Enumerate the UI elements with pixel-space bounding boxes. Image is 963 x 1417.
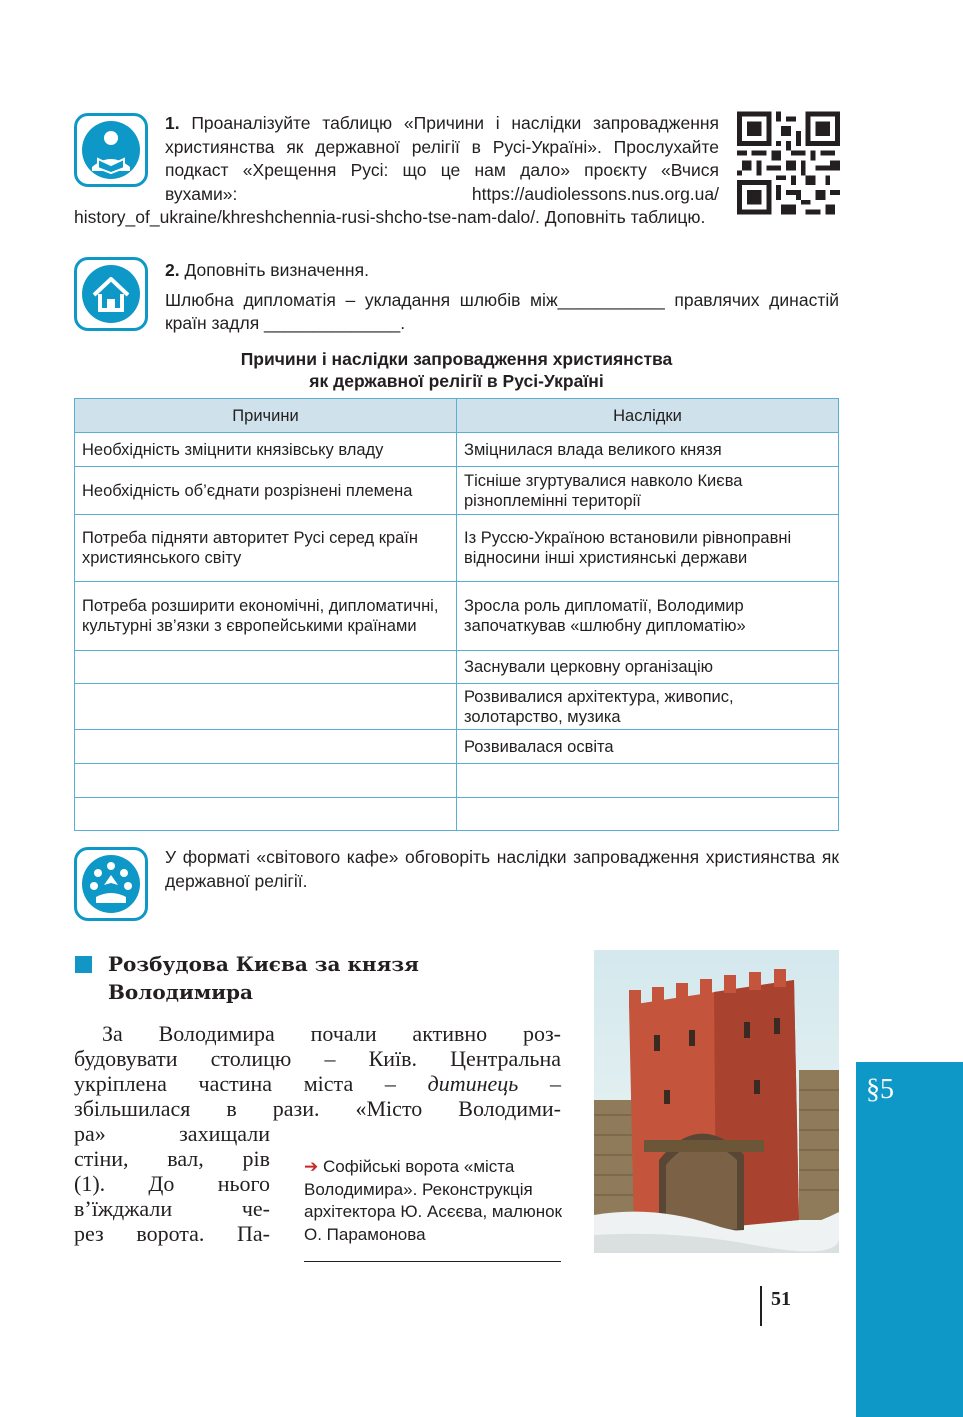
- paragraph-line: За Володимира почали активно роз-: [102, 1021, 561, 1046]
- paragraph-line: в’їжджали че-: [74, 1196, 270, 1221]
- table-cell: Зміцнилася влада великого князя: [457, 433, 839, 467]
- table-row: [75, 433, 839, 467]
- table-title: [74, 348, 839, 392]
- table-cell[interactable]: [457, 798, 839, 831]
- table-title-line-2: як державної релігії в Русі-Україні: [309, 371, 604, 391]
- table-cell: Тісніше згуртувалися навколо Києва різноплемінні території: [457, 467, 839, 515]
- sofia-gate-illustration: [594, 950, 839, 1253]
- section-marker: [75, 956, 92, 973]
- section-heading: Розбудова Києва за князя Володимира: [108, 952, 419, 1004]
- table-row: [75, 730, 839, 764]
- paragraph-line: (1). До нього: [74, 1171, 270, 1196]
- task-1-number: 1.: [165, 113, 180, 133]
- table-cell: Потреба підняти авторитет Русі серед країн християнського світу: [75, 515, 457, 582]
- paragraph-line-part: –: [518, 1071, 562, 1096]
- paragraph-line: ра» захищали: [74, 1121, 270, 1146]
- table-header-consequences: Наслідки: [457, 399, 839, 433]
- task-3-text: У форматі «світового кафе» обговоріть наслідки запровадження християнства як державної релігії.: [165, 847, 839, 891]
- table-cell[interactable]: [75, 651, 457, 684]
- table-cell: Потреба розширити економічні, дипломатичні, культурні зв’язки з європейськими країнами: [75, 582, 457, 651]
- table-cell: Зросла роль дипломатії, Володимир започаткував «шлюбну дипломатію»: [457, 582, 839, 651]
- table-row: [75, 515, 839, 582]
- table-title-line-1: Причини і наслідки запровадження християнства: [240, 349, 673, 369]
- table-row: [75, 582, 839, 651]
- homework-icon: [74, 257, 148, 331]
- table-cell[interactable]: [75, 684, 457, 730]
- section-paragraph-narrow: [74, 1121, 270, 1246]
- table-header-causes: Причини: [75, 399, 457, 433]
- paragraph-line: будовувати столицю – Київ. Центральна: [74, 1046, 561, 1071]
- qr-code[interactable]: [737, 110, 840, 216]
- task-2-definition: Шлюбна дипломатія – укладання шлюбів між___________ правлячих династій країн задля ______________.: [165, 289, 839, 333]
- section-paragraph: [74, 1021, 561, 1121]
- page-number-divider: [760, 1286, 762, 1326]
- table-row: [75, 764, 839, 798]
- table-cell[interactable]: [75, 730, 457, 764]
- table-cell: Необхідність об’єднати розрізнені племена: [75, 467, 457, 515]
- caption-divider: [304, 1261, 561, 1262]
- page-number: 51: [771, 1288, 791, 1310]
- task-2-title: Доповніть визначення.: [179, 260, 369, 280]
- image-caption: [304, 1156, 562, 1246]
- table-row: [75, 467, 839, 515]
- paragraph-line: збільшилася в рази. «Місто Володими-: [74, 1096, 561, 1121]
- caption-text: Софійські ворота «міста Володимира». Реконструкція архітектора Ю. Асєєва, малюнок О. Парамонова: [304, 1157, 562, 1244]
- table-row: [75, 798, 839, 831]
- causes-consequences-table: [74, 398, 839, 831]
- paragraph-line: рез ворота. Па-: [74, 1221, 270, 1246]
- paragraph-line-part: укріплена частина міста –: [74, 1071, 428, 1096]
- term-dytynets: дитинець: [427, 1071, 519, 1096]
- table-cell: Необхідність зміцнити князівську владу: [75, 433, 457, 467]
- table-cell: Із Руссю-Україною встановили рівноправні відносини інші християнські держави: [457, 515, 839, 582]
- table-cell[interactable]: [75, 764, 457, 798]
- task-1-body: Проаналізуйте таблицю «Причини і наслідки запровадження християнства як державної релігії в Русі-Україні». Прослухайте подкаст «Хрещення Русі: що це нам дало» проєкту «Вчися вухами»: https://audiolessons.nus.org.ua/ history_of_ukraine/khreshchennia-rusi-shcho-tse-nam-dalo/. Доповніть таблицю.: [74, 113, 719, 227]
- table-row: [75, 684, 839, 730]
- paragraph-line: [74, 1071, 561, 1096]
- group-work-icon: [74, 847, 148, 921]
- table-row: [75, 651, 839, 684]
- table-cell[interactable]: [75, 798, 457, 831]
- chapter-tab-label: §5: [866, 1074, 894, 1105]
- task-1-text: [74, 112, 719, 230]
- table-cell[interactable]: [457, 764, 839, 798]
- paragraph-line: стіни, вал, рів: [74, 1146, 270, 1171]
- table-cell: Розвивалися архітектура, живопис, золотарство, музика: [457, 684, 839, 730]
- arrow-right-icon: ➔: [304, 1157, 319, 1176]
- chapter-tab: [856, 1062, 963, 1417]
- task-2: [165, 259, 839, 336]
- table-cell: Розвивалася освіта: [457, 730, 839, 764]
- task-2-number: 2.: [165, 260, 180, 280]
- table-cell: Заснували церковну організацію: [457, 651, 839, 684]
